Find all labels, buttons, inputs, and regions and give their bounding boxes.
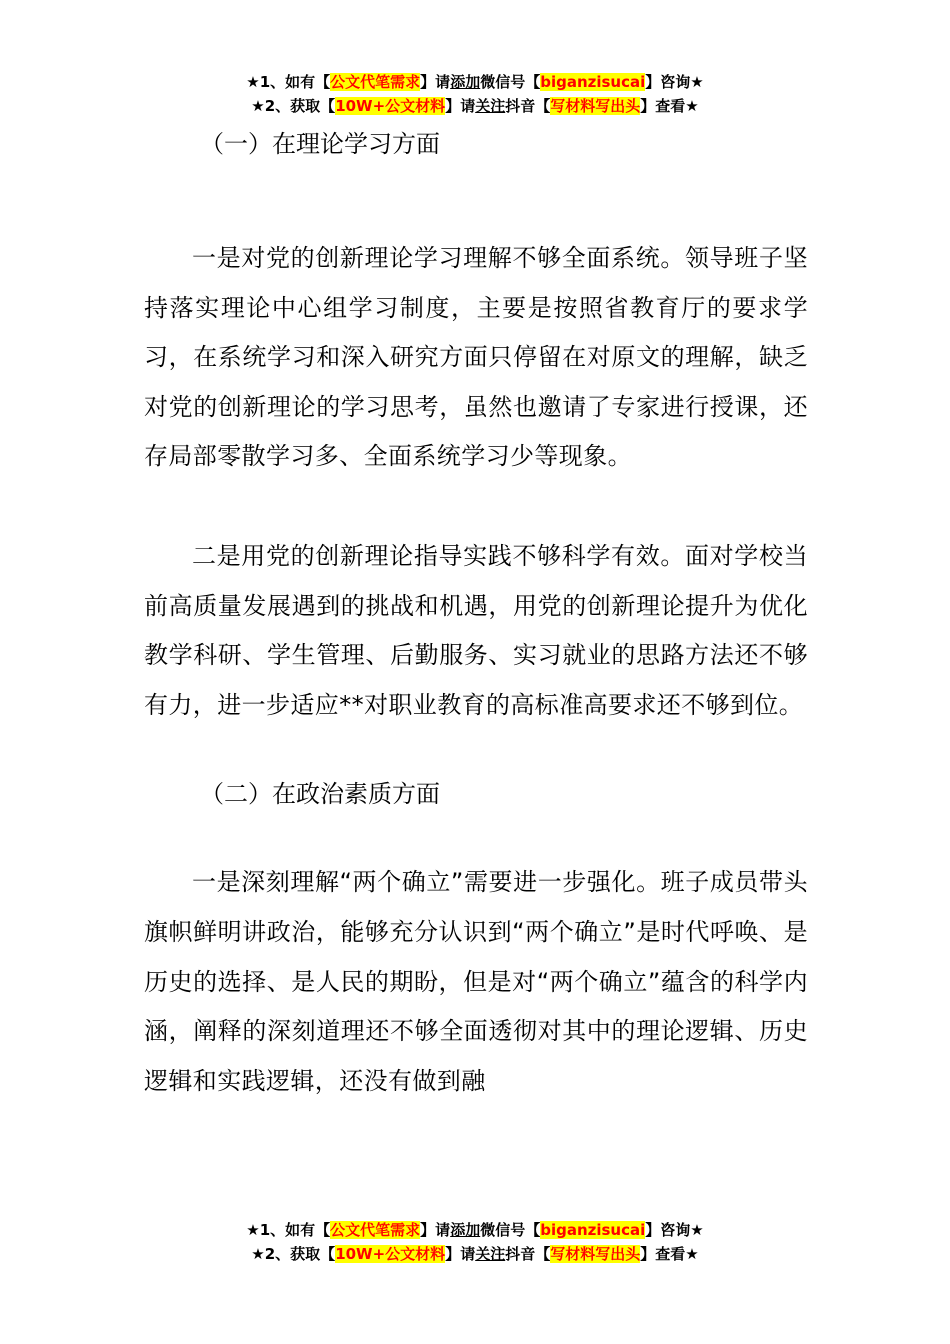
banner-highlight: 写材料写出头 [550,97,641,115]
banner-highlight: 10W+公文材料 [335,1245,446,1263]
banner-line-2: ★2、获取【10W+公文材料】请关注抖音【写材料写出头】查看★ [251,1245,699,1263]
banner-highlight: 写材料写出头 [550,1245,641,1263]
banner-highlight: 10W+公文材料 [335,97,446,115]
banner-line-2: ★2、获取【10W+公文材料】请关注抖音【写材料写出头】查看★ [251,97,699,115]
banner-highlight: 公文代笔需求 [330,1221,421,1239]
footer-banner [0,1218,950,1266]
banner-highlight: 公文代笔需求 [330,73,421,91]
header-banner [0,70,950,118]
banner-highlight: biganzisucai [540,73,646,91]
paragraph: 二是用党的创新理论指导实践不够科学有效。面对学校当前高质量发展遇到的挑战和机遇，用党的创新理论提升为优化教学科研、学生管理、后勤服务、实习就业的思路方法还不够有力，进一步适应**对职业教育的高标准高要求还不够到位。 [144,541,808,719]
document-body [144,124,808,1106]
banner-line-1: ★1、如有【公文代笔需求】请添加微信号【biganzisucai】咨询★ [246,1221,704,1239]
banner-line-1: ★1、如有【公文代笔需求】请添加微信号【biganzisucai】咨询★ [246,73,704,91]
section-heading: （一）在理论学习方面 [200,130,440,158]
section-heading: （二）在政治素质方面 [200,780,440,809]
paragraph: 一是对党的创新理论学习理解不够全面系统。领导班子坚持落实理论中心组学习制度，主要是按照省教育厅的要求学习，在系统学习和深入研究方面只停留在对原文的理解，缺乏对党的创新理论的学习思考，虽然也邀请了专家进行授课，还存局部零散学习多、全面系统学习少等现象。 [144,244,808,471]
paragraph: 一是深刻理解“两个确立”需要进一步强化。班子成员带头旗帜鲜明讲政治，能够充分认识到“两个确立”是时代呼唤、是历史的选择、是人民的期盼，但是对“两个确立”蕴含的科学内涵，阐释的深刻道理还不够全面透彻对其中的理论逻辑、历史逻辑和实践逻辑，还没有做到融 [144,868,808,1095]
banner-highlight: biganzisucai [540,1221,646,1239]
